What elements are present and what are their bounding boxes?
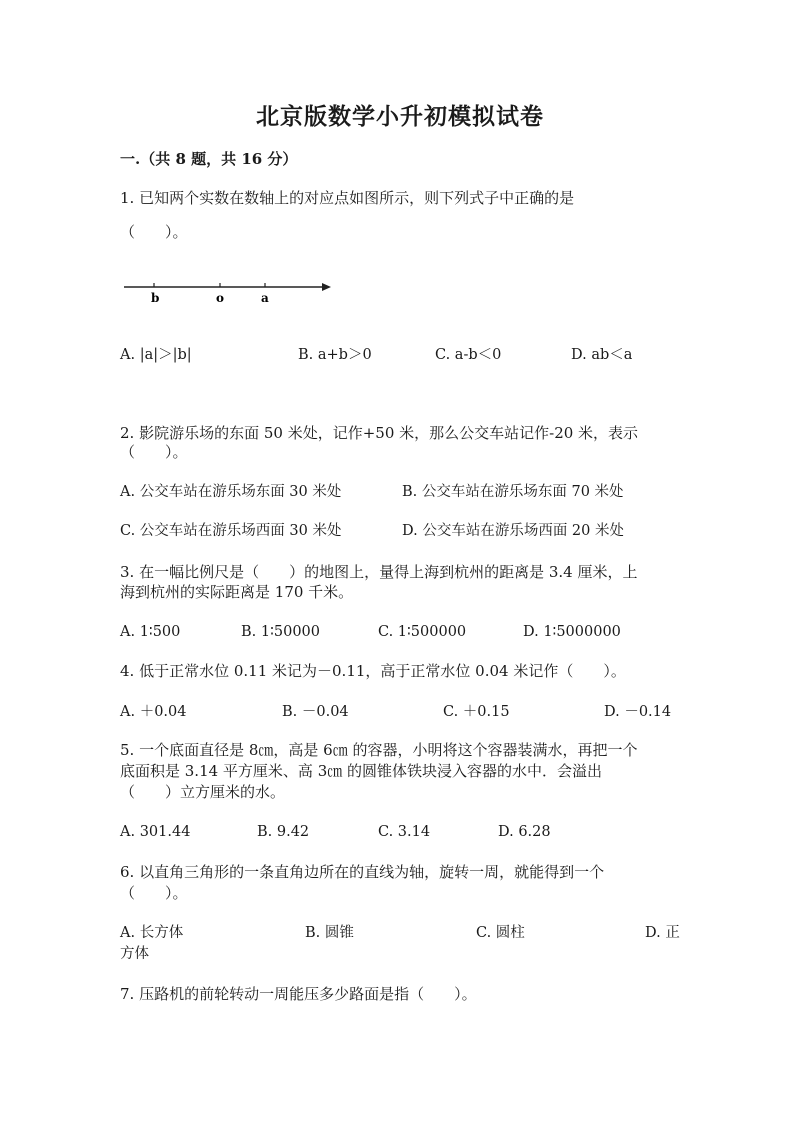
q3-option-d[interactable]: D. 1∶5000000 xyxy=(523,624,621,640)
q6-option-d[interactable]: D. 正 xyxy=(645,925,680,941)
q1-option-d[interactable]: D. ab＜a xyxy=(571,347,633,363)
question-1-line-2: （ ）。 xyxy=(120,223,188,241)
question-5-line-3: （ ）立方厘米的水。 xyxy=(120,783,286,801)
q6-option-a[interactable]: A. 长方体 xyxy=(120,925,184,941)
question-5-line-1: 5. 一个底面直径是 8㎝，高是 6㎝ 的容器，小明将这个容器装满水，再把一个 xyxy=(120,741,638,759)
q4-option-a[interactable]: A. ＋0.04 xyxy=(120,704,187,720)
q2-option-d[interactable]: D. 公交车站在游乐场西面 20 米处 xyxy=(402,523,624,539)
question-4-line-1: 4. 低于正常水位 0.11 米记为－0.11，高于正常水位 0.04 米记作（ ）。 xyxy=(120,662,626,680)
q6-option-d-wrap[interactable]: 方体 xyxy=(120,946,149,962)
question-3-line-2: 海到杭州的实际距离是 170 千米。 xyxy=(120,583,354,601)
question-6-line-2: （ ）。 xyxy=(120,884,188,902)
page-title: 北京版数学小升初模拟试卷 xyxy=(256,103,544,130)
label-o: o xyxy=(216,291,225,305)
question-6-line-1: 6. 以直角三角形的一条直角边所在的直线为轴，旋转一周，就能得到一个 xyxy=(120,863,605,881)
section-heading: 一.（共 8 题，共 16 分） xyxy=(120,150,298,168)
question-1-line-1: 1. 已知两个实数在数轴上的对应点如图所示，则下列式子中正确的是 xyxy=(120,189,575,207)
number-line-arrow xyxy=(322,283,331,291)
q4-option-d[interactable]: D. －0.14 xyxy=(604,704,672,720)
q2-option-c[interactable]: C. 公交车站在游乐场西面 30 米处 xyxy=(120,523,342,539)
q4-option-c[interactable]: C. ＋0.15 xyxy=(443,704,510,720)
q3-option-b[interactable]: B. 1∶50000 xyxy=(241,624,320,640)
q2-option-a[interactable]: A. 公交车站在游乐场东面 30 米处 xyxy=(120,484,342,500)
question-3-line-1: 3. 在一幅比例尺是（ ）的地图上，量得上海到杭州的距离是 3.4 厘米，上 xyxy=(120,563,638,581)
q1-option-b[interactable]: B. a+b＞0 xyxy=(298,347,372,363)
q4-option-b[interactable]: B. －0.04 xyxy=(282,704,349,720)
label-b: b xyxy=(151,291,160,305)
label-a: a xyxy=(261,291,269,305)
q6-option-c[interactable]: C. 圆柱 xyxy=(476,925,525,941)
q2-option-b[interactable]: B. 公交车站在游乐场东面 70 米处 xyxy=(402,484,624,500)
q5-option-a[interactable]: A. 301.44 xyxy=(120,824,191,840)
question-2-line-2: （ ）。 xyxy=(120,443,188,461)
q5-option-b[interactable]: B. 9.42 xyxy=(257,824,310,840)
q1-option-c[interactable]: C. a-b＜0 xyxy=(435,347,502,363)
q6-option-b[interactable]: B. 圆锥 xyxy=(305,925,354,941)
q5-option-d[interactable]: D. 6.28 xyxy=(498,824,551,840)
q1-option-a[interactable]: A. |a|＞|b| xyxy=(120,347,192,363)
number-line-figure xyxy=(122,276,334,306)
q3-option-c[interactable]: C. 1∶500000 xyxy=(378,624,467,640)
q3-option-a[interactable]: A. 1∶500 xyxy=(120,624,181,640)
question-2-line-1: 2. 影院游乐场的东面 50 米处，记作+50 米，那么公交车站记作-20 米，表示 xyxy=(120,424,639,442)
q5-option-c[interactable]: C. 3.14 xyxy=(378,824,431,840)
question-5-line-2: 底面积是 3.14 平方厘米、高 3㎝ 的圆锥体铁块浸入容器的水中．会溢出 xyxy=(120,762,603,780)
question-7-line-1: 7. 压路机的前轮转动一周能压多少路面是指（ ）。 xyxy=(120,985,477,1003)
